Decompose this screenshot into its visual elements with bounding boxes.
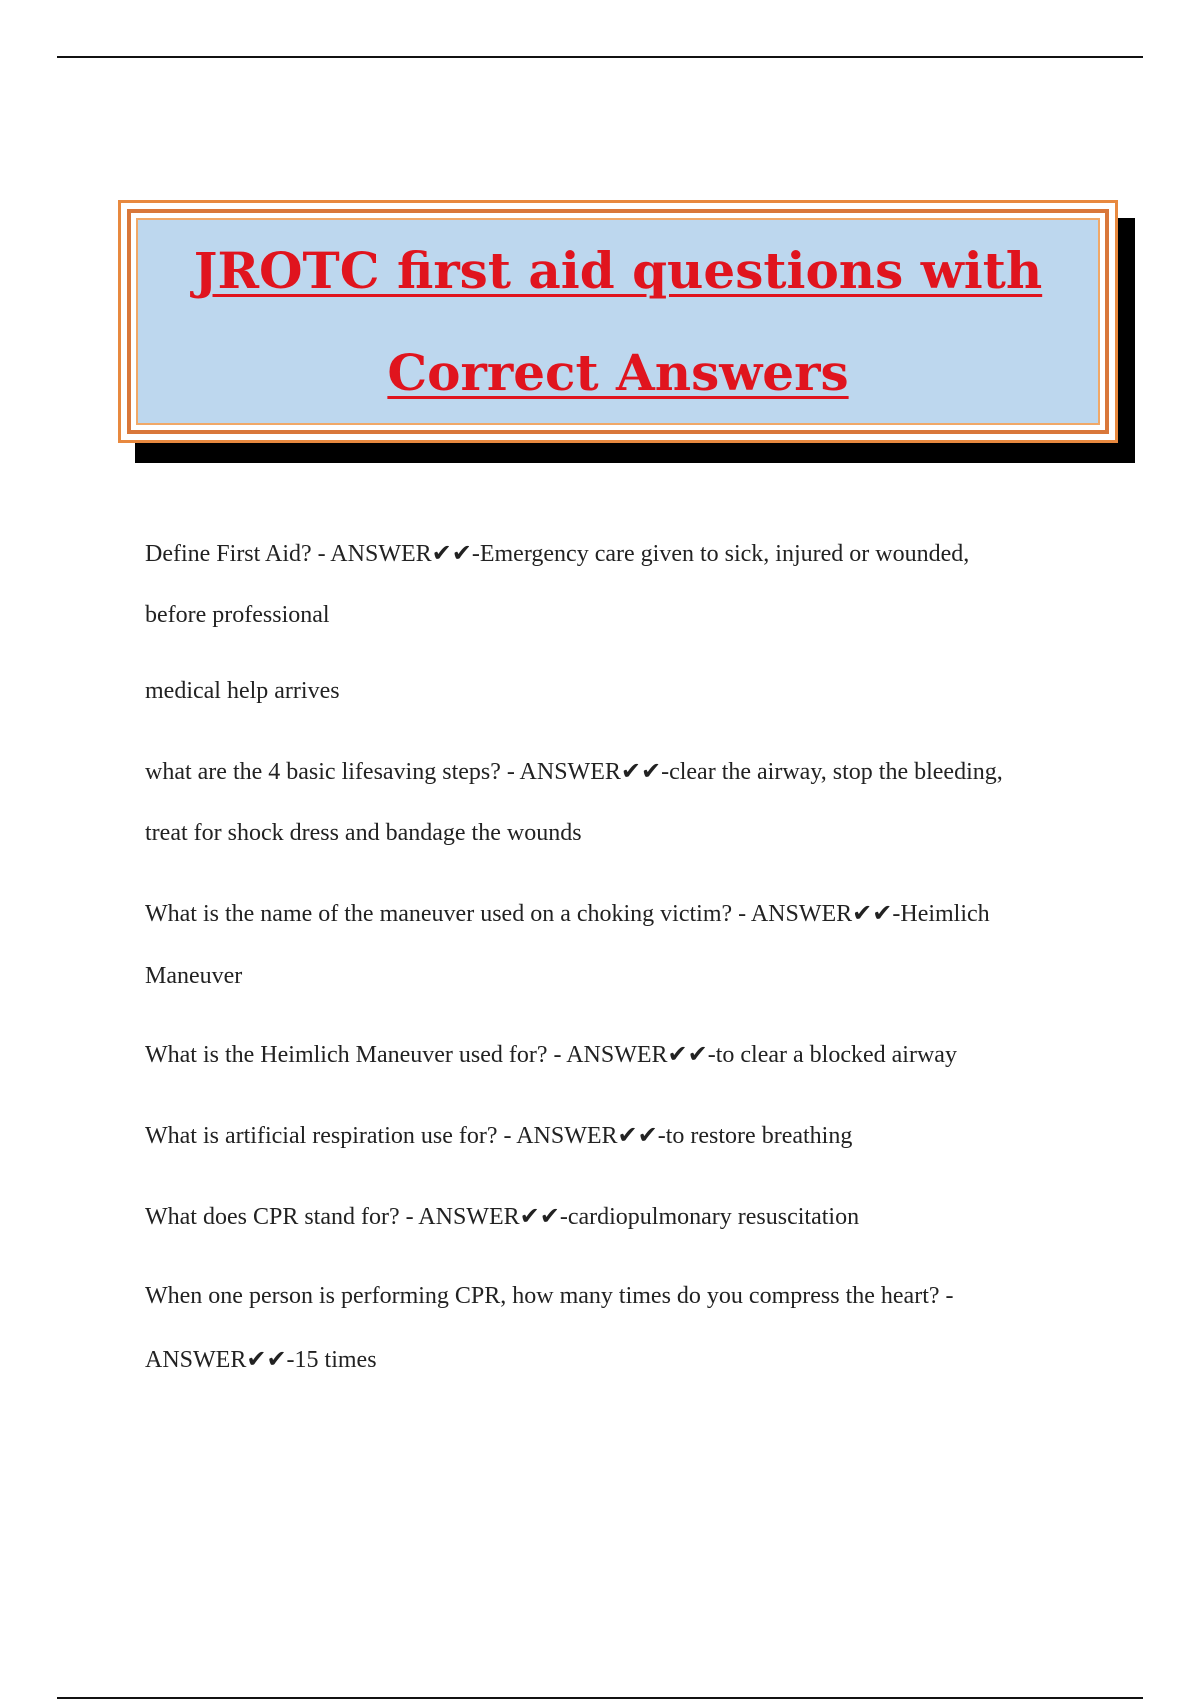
bottom-rule (57, 1697, 1143, 1699)
qa-line: Define First Aid? - ANSWER✔✔-Emergency care given to sick, injured or wounded, (145, 541, 970, 567)
qa-line: What is the Heimlich Maneuver used for? - ANSWER✔✔-to clear a blocked airway (145, 1042, 957, 1068)
qa-line: what are the 4 basic lifesaving steps? - ANSWER✔✔-clear the airway, stop the bleeding, (145, 759, 1003, 785)
qa-line: When one person is performing CPR, how many times do you compress the heart? - (145, 1283, 954, 1309)
title-banner-inner-border (127, 209, 1109, 434)
qa-line: What does CPR stand for? - ANSWER✔✔-cardiopulmonary resuscitation (145, 1204, 860, 1230)
qa-line: What is the name of the maneuver used on a choking victim? - ANSWER✔✔-Heimlich (145, 901, 990, 927)
document-title-line-1: JROTC first aid questions with (193, 240, 1043, 300)
qa-line: What is artificial respiration use for? - ANSWER✔✔-to restore breathing (145, 1123, 853, 1149)
qa-line: medical help arrives (145, 678, 340, 704)
top-rule (57, 56, 1143, 58)
qa-line: Maneuver (145, 963, 243, 989)
title-banner-fill (136, 218, 1100, 425)
qa-line: before professional (145, 602, 330, 628)
document-title-line-2: Correct Answers (387, 342, 849, 402)
qa-line: treat for shock dress and bandage the wounds (145, 820, 582, 846)
qa-line: ANSWER✔✔-15 times (145, 1347, 377, 1373)
title-banner (118, 200, 1118, 443)
